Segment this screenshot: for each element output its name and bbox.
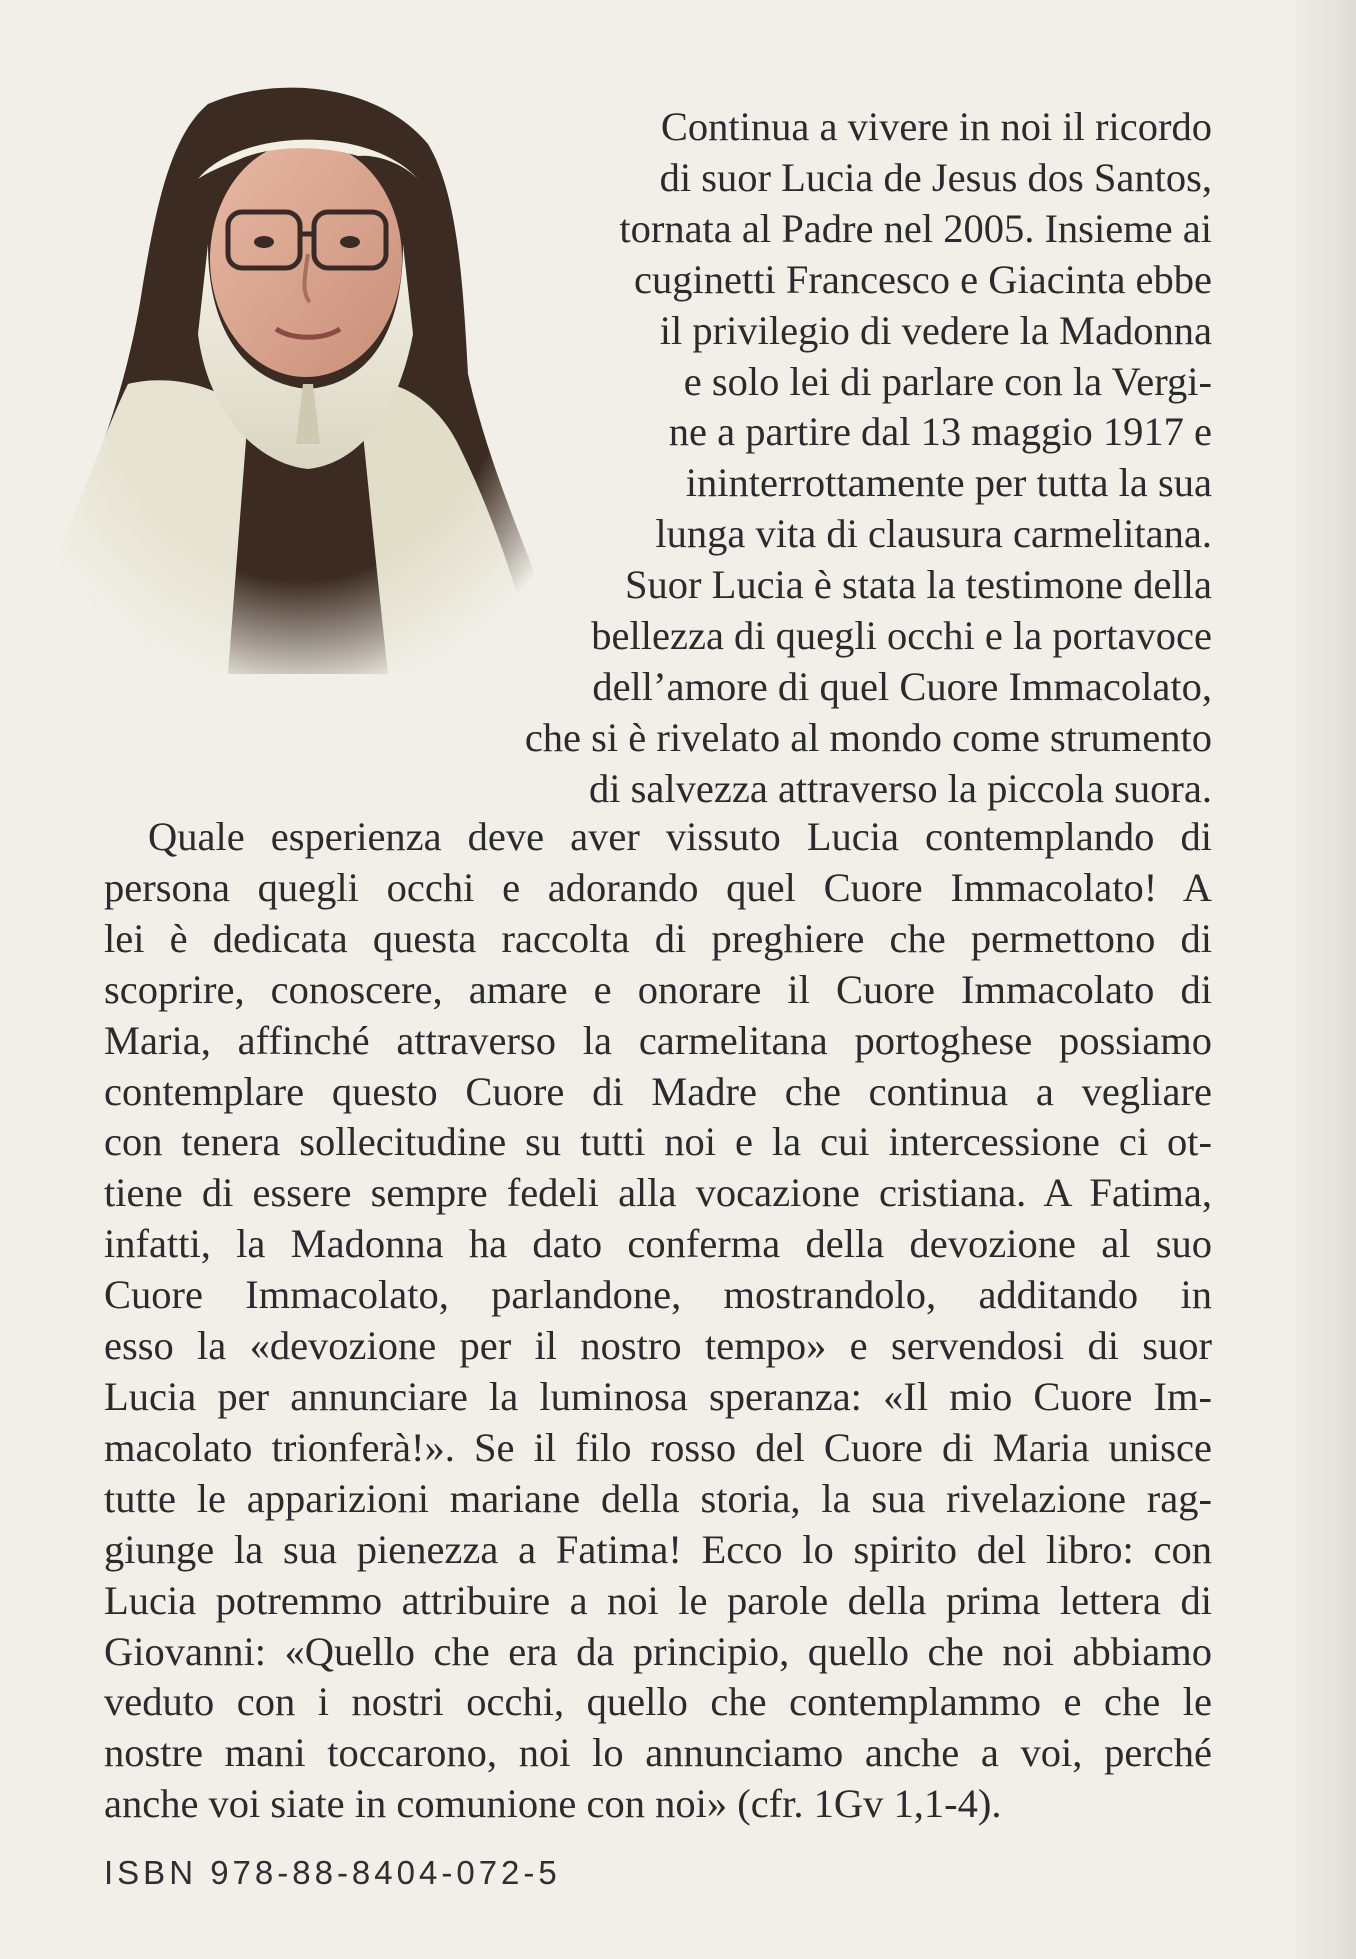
text-line: tiene di essere sempre fedeli alla vocazione cristiana. A Fatima,: [104, 1170, 1212, 1216]
text-line: esso la «devozione per il nostro tempo» e servendosi di suor: [104, 1323, 1212, 1369]
text-line: lei è dedicata questa raccolta di preghiere che permettono di: [104, 915, 1212, 961]
text-line: che si è rivelato al mondo come strumento: [524, 714, 1212, 760]
text-line: di suor Lucia de Jesus dos Santos,: [659, 154, 1212, 200]
text-line: lunga vita di clausura carmelitana.: [655, 511, 1212, 557]
text-line: Giovanni: «Quello che era da principio, quello che noi abbiamo: [104, 1628, 1212, 1674]
text-line: anche voi siate in comunione con noi» (cfr. 1Gv 1,1-4).: [104, 1781, 1002, 1827]
text-line: giunge la sua pienezza a Fatima! Ecco lo spirito del libro: con: [104, 1526, 1212, 1572]
text-line: Lucia potremmo attribuire a noi le parole della prima lettera di: [104, 1577, 1212, 1623]
text-line: persona quegli occhi e adorando quel Cuore Immacolato! A: [104, 864, 1212, 910]
text-line: di salvezza attraverso la piccola suora.: [589, 765, 1212, 811]
text-line: tornata al Padre nel 2005. Insieme ai: [619, 205, 1212, 251]
text-line: Continua a vivere in noi il ricordo: [660, 104, 1212, 149]
text-line: nostre mani toccarono, noi lo annunciamo anche a voi, perché: [104, 1730, 1212, 1776]
text-line: scoprire, conoscere, amare e onorare il Cuore Immacolato di: [104, 966, 1212, 1012]
text-line: Quale esperienza deve aver vissuto Lucia contemplando di: [148, 814, 1212, 859]
text-line: tutte le apparizioni mariane della storia, la sua rivelazione rag-: [104, 1475, 1212, 1521]
isbn-code: ISBN 978-88-8404-072-5: [104, 1854, 561, 1891]
text-line: macolato trionferà!». Se il filo rosso del Cuore di Maria unisce: [104, 1424, 1212, 1470]
text-line: con tenera sollecitudine su tutti noi e la cui intercessione ci ot-: [104, 1119, 1212, 1165]
text-line: Lucia per annunciare la luminosa speranza: «Il mio Cuore Im-: [104, 1373, 1212, 1419]
text-line: veduto con i nostri occhi, quello che contemplammo e che le: [104, 1679, 1212, 1725]
text-line: Suor Lucia è stata la testimone della: [624, 562, 1212, 608]
text-line: bellezza di quegli occhi e la portavoce: [591, 613, 1212, 659]
text-line: ininterrottamente per tutta la sua: [685, 460, 1212, 506]
text-line: cuginetti Francesco e Giacinta ebbe: [634, 256, 1212, 302]
text-line: contemplare questo Cuore di Madre che continua a vegliare: [104, 1068, 1212, 1114]
text-line: infatti, la Madonna ha dato conferma della devozione al suo: [104, 1221, 1212, 1267]
text-line: il privilegio di vedere la Madonna: [659, 307, 1212, 353]
body-paragraph: [104, 812, 1212, 1830]
text-line: Maria, affinché attraverso la carmelitana portoghese possiamo: [104, 1017, 1212, 1063]
text-line: dell’amore di quel Cuore Immacolato,: [592, 663, 1212, 709]
intro-paragraph: [0, 102, 1212, 815]
text-line: ne a partire dal 13 maggio 1917 e: [668, 409, 1212, 455]
cover-edge: [1296, 0, 1356, 1959]
text-line: Cuore Immacolato, parlandone, mostrandolo, additando in: [104, 1272, 1212, 1318]
text-line: e solo lei di parlare con la Vergi-: [683, 358, 1212, 404]
